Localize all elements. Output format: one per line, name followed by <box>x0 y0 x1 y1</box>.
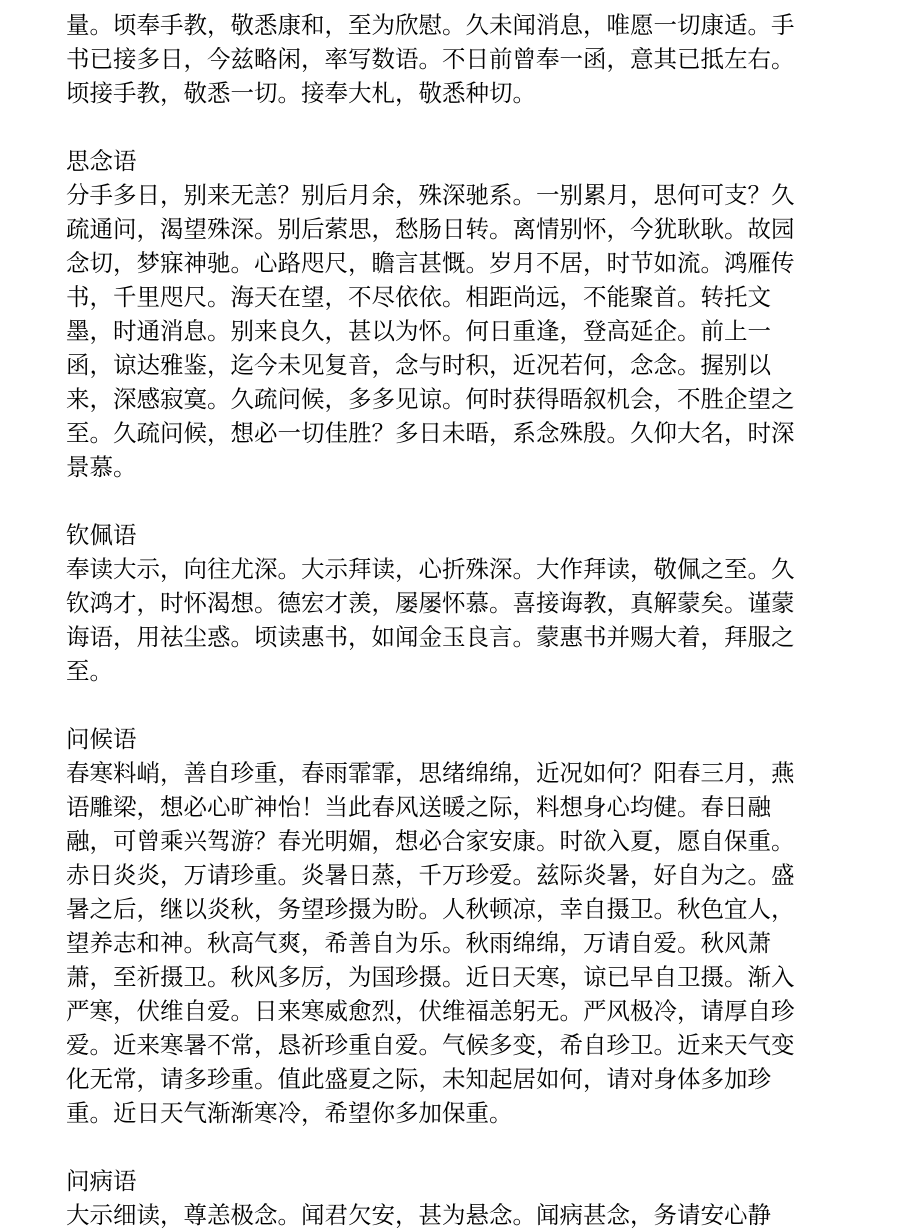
text-line: 至。久疏问候，想必一切佳胜？多日未晤，系念殊殷。久仰大名，时深 <box>66 419 795 447</box>
text-line: 诲语，用祛尘惑。顷读惠书，如闻金玉良言。蒙惠书并赐大着，拜服之 <box>66 623 795 651</box>
text-line: 顷接手教，敬悉一切。接奉大札，敬悉种切。 <box>66 79 536 107</box>
text-line: 至。 <box>66 657 113 685</box>
text-line: 墨，时通消息。别来良久，甚以为怀。何日重逢，登高延企。前上一 <box>66 317 771 345</box>
text-line: 重。近日天气渐渐寒冷，希望你多加保重。 <box>66 1099 513 1127</box>
text-line: 量。顷奉手教，敬悉康和，至为欣慰。久未闻消息，唯愿一切康适。手 <box>66 11 795 39</box>
text-line: 春寒料峭，善自珍重，春雨霏霏，思绪绵绵，近况如何？阳春三月，燕 <box>66 759 795 787</box>
text-line: 大示细读，尊恙极念。闻君欠安，甚为悬念。闻病甚念，务请安心静 <box>66 1201 771 1229</box>
section-greetings <box>66 722 862 1130</box>
text-line: 爱。近来寒暑不常，恳祈珍重自爱。气候多变，希自珍卫。近来天气变 <box>66 1031 795 1059</box>
text-line: 严寒，伏维自爱。日来寒威愈烈，伏维福恙躬无。严风极冷，请厚自珍 <box>66 997 795 1025</box>
text-line: 语雕梁，想必心旷神怡！当此春风送暖之际，料想身心均健。春日融 <box>66 793 771 821</box>
text-line: 疏通问，渴望殊深。别后萦思，愁肠日转。离情别怀，今犹耿耿。故园 <box>66 215 795 243</box>
section-heading: 思念语 <box>66 147 137 175</box>
section-heading: 问候语 <box>66 725 137 753</box>
text-line: 萧，至祈摄卫。秋风多厉，为国珍摄。近日天寒，谅已早自卫摄。渐入 <box>66 963 795 991</box>
text-line: 奉读大示，向往尤深。大示拜读，心折殊深。大作拜读，敬佩之至。久 <box>66 555 795 583</box>
text-line: 书，千里咫尺。海天在望，不尽依依。相距尚远，不能聚首。转托文 <box>66 283 771 311</box>
section-missing <box>66 144 862 484</box>
section-heading: 问病语 <box>66 1167 137 1195</box>
text-line: 来，深感寂寞。久疏问候，多多见谅。何时获得晤叙机会，不胜企望之 <box>66 385 795 413</box>
section-admiration <box>66 518 862 688</box>
text-line: 暑之后，继以炎秋，务望珍摄为盼。人秋顿凉，幸自摄卫。秋色宜人， <box>66 895 795 923</box>
text-line: 赤日炎炎，万请珍重。炎暑日蒸，千万珍爱。兹际炎暑，好自为之。盛 <box>66 861 795 889</box>
text-line: 分手多日，别来无恙？别后月余，殊深驰系。一别累月，思何可支？久 <box>66 181 795 209</box>
section-heading: 钦佩语 <box>66 521 137 549</box>
text-line: 化无常，请多珍重。值此盛夏之际，未知起居如何，请对身体多加珍 <box>66 1065 771 1093</box>
section-illness <box>66 1164 862 1232</box>
text-line: 景慕。 <box>66 453 137 481</box>
text-line: 望养志和神。秋高气爽，希善自为乐。秋雨绵绵，万请自爱。秋风萧 <box>66 929 771 957</box>
text-line: 书已接多日，今兹略闲，率写数语。不日前曾奉一函，意其已抵左右。 <box>66 45 795 73</box>
text-line: 钦鸿才，时怀渴想。德宏才羡，屡屡怀慕。喜接诲教，真解蒙矣。谨蒙 <box>66 589 795 617</box>
section-opening <box>66 8 862 110</box>
text-line: 函，谅达雅鉴，迄今未见复音，念与时积，近况若何，念念。握别以 <box>66 351 771 379</box>
text-line: 念切，梦寐神驰。心路咫尺，瞻言甚慨。岁月不居，时节如流。鸿雁传 <box>66 249 795 277</box>
text-line: 融，可曾乘兴驾游？春光明媚，想必合家安康。时欲入夏，愿自保重。 <box>66 827 795 855</box>
